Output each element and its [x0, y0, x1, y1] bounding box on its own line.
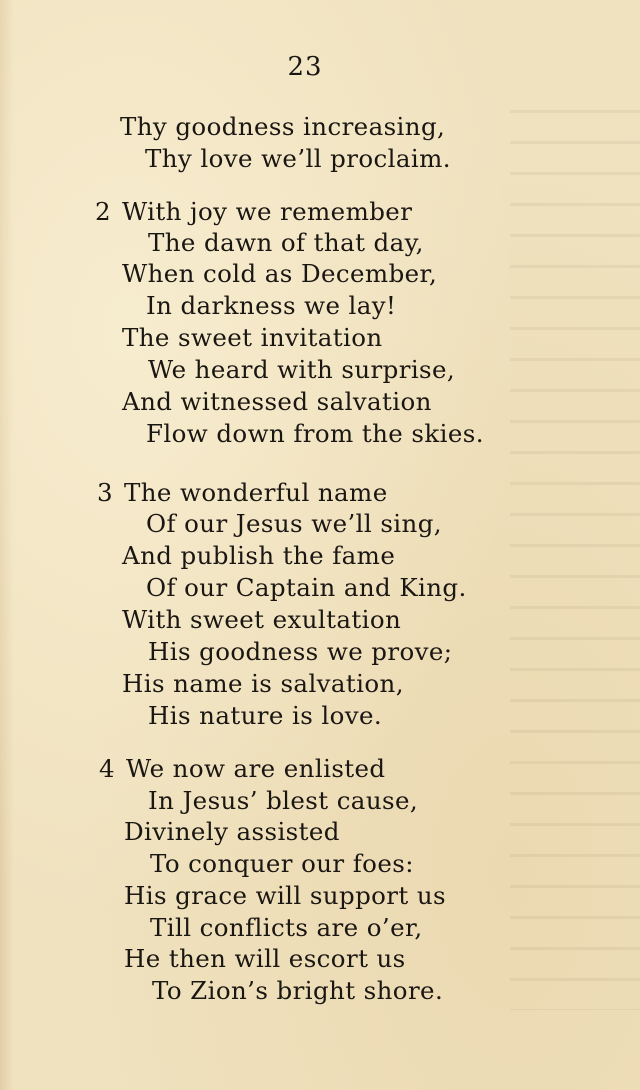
verse-line: To conquer our foes: — [150, 849, 414, 878]
verse-line: With joy we remember — [122, 197, 413, 226]
verse-line: The wonderful name — [124, 478, 388, 507]
verse-line: Of our Captain and King. — [146, 573, 467, 602]
verse-line: Till conflicts are o’er, — [150, 913, 423, 942]
page-number: 23 — [287, 52, 323, 82]
verse-line: His grace will support us — [124, 881, 447, 910]
verse-line: And publish the fame — [122, 541, 396, 570]
verse-line: Thy goodness increasing, — [120, 112, 446, 141]
verse-line: The dawn of that day, — [148, 228, 424, 257]
verse-line: In darkness we lay! — [146, 291, 397, 320]
stanza-number: 4 — [99, 754, 115, 783]
verse-line: Divinely assisted — [124, 817, 340, 846]
stanza-number: 2 — [95, 197, 111, 226]
verse-line: We now are enlisted — [126, 754, 386, 783]
verse-line: His goodness we prove; — [148, 637, 453, 666]
stanza-number: 3 — [97, 478, 113, 507]
verse-line: When cold as December, — [122, 259, 438, 288]
verse-line: His name is salvation, — [122, 669, 404, 698]
verse-line: With sweet exultation — [122, 605, 402, 634]
verse-line: We heard with surprise, — [148, 355, 456, 384]
verse-line: The sweet invitation — [122, 323, 383, 352]
verse-line: And witnessed salvation — [122, 387, 432, 416]
verse-line: In Jesus’ blest cause, — [148, 786, 419, 815]
verse-line: His nature is love. — [148, 701, 383, 730]
verse-line: To Zion’s bright shore. — [152, 976, 444, 1005]
verse-line: He then will escort us — [124, 944, 406, 973]
verse-line: Thy love we’ll proclaim. — [145, 144, 451, 173]
verse-line: Flow down from the skies. — [146, 419, 484, 448]
show-through-text — [510, 110, 640, 1010]
verse-line: Of our Jesus we’ll sing, — [146, 509, 442, 538]
